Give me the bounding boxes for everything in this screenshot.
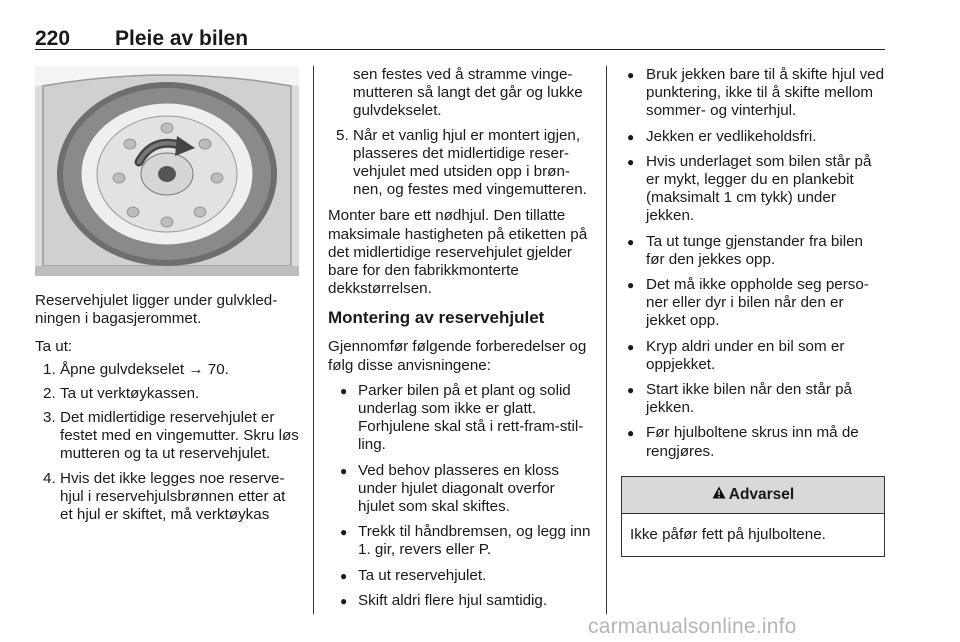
list-item xyxy=(621,153,885,226)
bullet-text: Parker bilen på et plant og solid underlag som ikke er glatt. Forhjulene skal stå i rett-fram-stilling. xyxy=(358,381,584,454)
list-item xyxy=(621,66,885,121)
step-text[interactable]: Åpne gulvdekselet → 70. xyxy=(60,360,229,378)
spare-wheel-illustration xyxy=(35,66,299,276)
warning-title: Advarsel xyxy=(728,485,795,503)
bullet-text: Start ikke bilen når den står på jekken. xyxy=(646,381,852,417)
bullet-icon: ● xyxy=(627,383,635,398)
column-divider xyxy=(313,66,314,614)
step-number: 4. xyxy=(43,469,56,487)
list-item xyxy=(35,470,299,525)
page-title: Pleie av bilen xyxy=(115,27,249,50)
list-item xyxy=(328,127,592,200)
bullet-icon: ● xyxy=(627,234,635,249)
warning-text: Ikke påfør fett på hjulboltene. xyxy=(630,525,826,543)
step-text: Hvis det ikke legges noe reservehjul i reservehjulsbrønnen etter at et hjul er skiftet, må verktøykas xyxy=(60,469,286,524)
step-number: 3. xyxy=(43,409,56,427)
bullet-icon: ● xyxy=(340,593,348,608)
list-item xyxy=(621,233,885,269)
step-number: 1. xyxy=(43,360,56,378)
list-item xyxy=(35,409,299,464)
list-item xyxy=(621,381,885,417)
bullet-icon: ● xyxy=(340,568,348,583)
step-text: sen festes ved å stramme vingemutteren så langt det går og lukke gulvdekselet. xyxy=(353,66,583,120)
steps-intro: Ta ut: xyxy=(35,338,73,356)
warning-triangle-icon xyxy=(712,486,726,504)
bullet-text: Ta ut reservehjulet. xyxy=(358,566,487,584)
list-item xyxy=(621,128,885,146)
steps-list-continued xyxy=(328,66,592,199)
bullet-icon: ● xyxy=(340,383,348,398)
bullet-text: Jekken er vedlikeholdsfri. xyxy=(646,127,817,145)
column-3 xyxy=(621,66,885,557)
bullet-icon: ● xyxy=(627,154,635,169)
column-1 xyxy=(35,66,299,524)
bullet-text: Ved behov plasseres en kloss under hjulet diagonalt overfor hjulet som skal skiftes. xyxy=(358,461,559,516)
list-item xyxy=(621,276,885,331)
section-heading: Montering av reservehjulet xyxy=(328,308,545,328)
step-text: Det midlertidige reservehjulet er festet med en vingemutter. Skru løs mutteren og ta ut reservehjulet. xyxy=(60,409,299,463)
bullet-icon: ● xyxy=(340,463,348,478)
bullet-icon: ● xyxy=(627,426,635,441)
bullet-text: Skift aldri flere hjul samtidig. xyxy=(358,591,548,609)
bullet-icon: ● xyxy=(627,339,635,354)
warning-box xyxy=(621,476,885,557)
paragraph: Gjennomfør følgende forberedelser og følg disse anvisningene: xyxy=(328,338,587,374)
warning-header xyxy=(622,477,884,514)
page-number: 220 xyxy=(35,27,71,50)
bullet-text: Kryp aldri under en bil som er oppjekket. xyxy=(646,337,845,373)
bullet-text: Før hjulboltene skrus inn må de rengjøres. xyxy=(646,424,859,460)
column-divider xyxy=(606,66,607,614)
bullet-list xyxy=(621,66,885,461)
bullet-icon: ● xyxy=(627,68,635,82)
steps-list xyxy=(35,361,299,525)
list-item xyxy=(328,66,592,121)
list-item xyxy=(328,567,592,585)
list-item xyxy=(328,592,592,610)
bullet-list xyxy=(328,382,592,610)
bullet-text: Ta ut tunge gjenstander fra bilen før den jekkes opp. xyxy=(646,232,863,268)
column-2 xyxy=(328,66,592,610)
bullet-icon: ● xyxy=(340,525,348,540)
list-item xyxy=(328,523,592,559)
list-item xyxy=(328,462,592,517)
watermark: carmanualsonline.info xyxy=(588,615,797,638)
bullet-text: Det må ikke oppholde seg personer eller dyr i bilen når den er jekket opp. xyxy=(646,276,869,330)
bullet-text: Bruk jekken bare til å skifte hjul ved punktering, ikke til å skifte mellom sommer- og vinterhjul. xyxy=(646,66,885,120)
step-text: Ta ut verktøykassen. xyxy=(60,384,200,402)
bullet-text: Trekk til håndbremsen, og legg inn 1. gir, revers eller P. xyxy=(358,523,591,559)
list-item xyxy=(621,338,885,374)
paragraph: Monter bare ett nødhjul. Den tillatte maksimale hastigheten på etiketten på det midlertidige reservehjulet gjelder bare for den fabrikkmonterte dekkstørrelsen. xyxy=(328,207,588,298)
bullet-text: Hvis underlaget som bilen står på er mykt, legger du en plankebit (maksimalt 1 cm tykk) under jekken. xyxy=(646,152,872,225)
bullet-icon: ● xyxy=(627,129,635,144)
step-text: Når et vanlig hjul er montert igjen, plasseres det midlertidige reservehjulet med utsiden opp i brønnen, og festes med vingemutteren. xyxy=(353,126,587,199)
list-item xyxy=(621,424,885,460)
step-number: 5. xyxy=(336,126,349,144)
list-item xyxy=(35,385,299,403)
image-caption: Reservehjulet ligger under gulvkledningen i bagasjerommet. xyxy=(35,292,278,328)
list-item xyxy=(328,382,592,455)
bullet-icon: ● xyxy=(627,278,635,293)
step-number: 2. xyxy=(43,384,56,402)
list-item xyxy=(35,361,299,379)
page-header xyxy=(35,27,885,50)
